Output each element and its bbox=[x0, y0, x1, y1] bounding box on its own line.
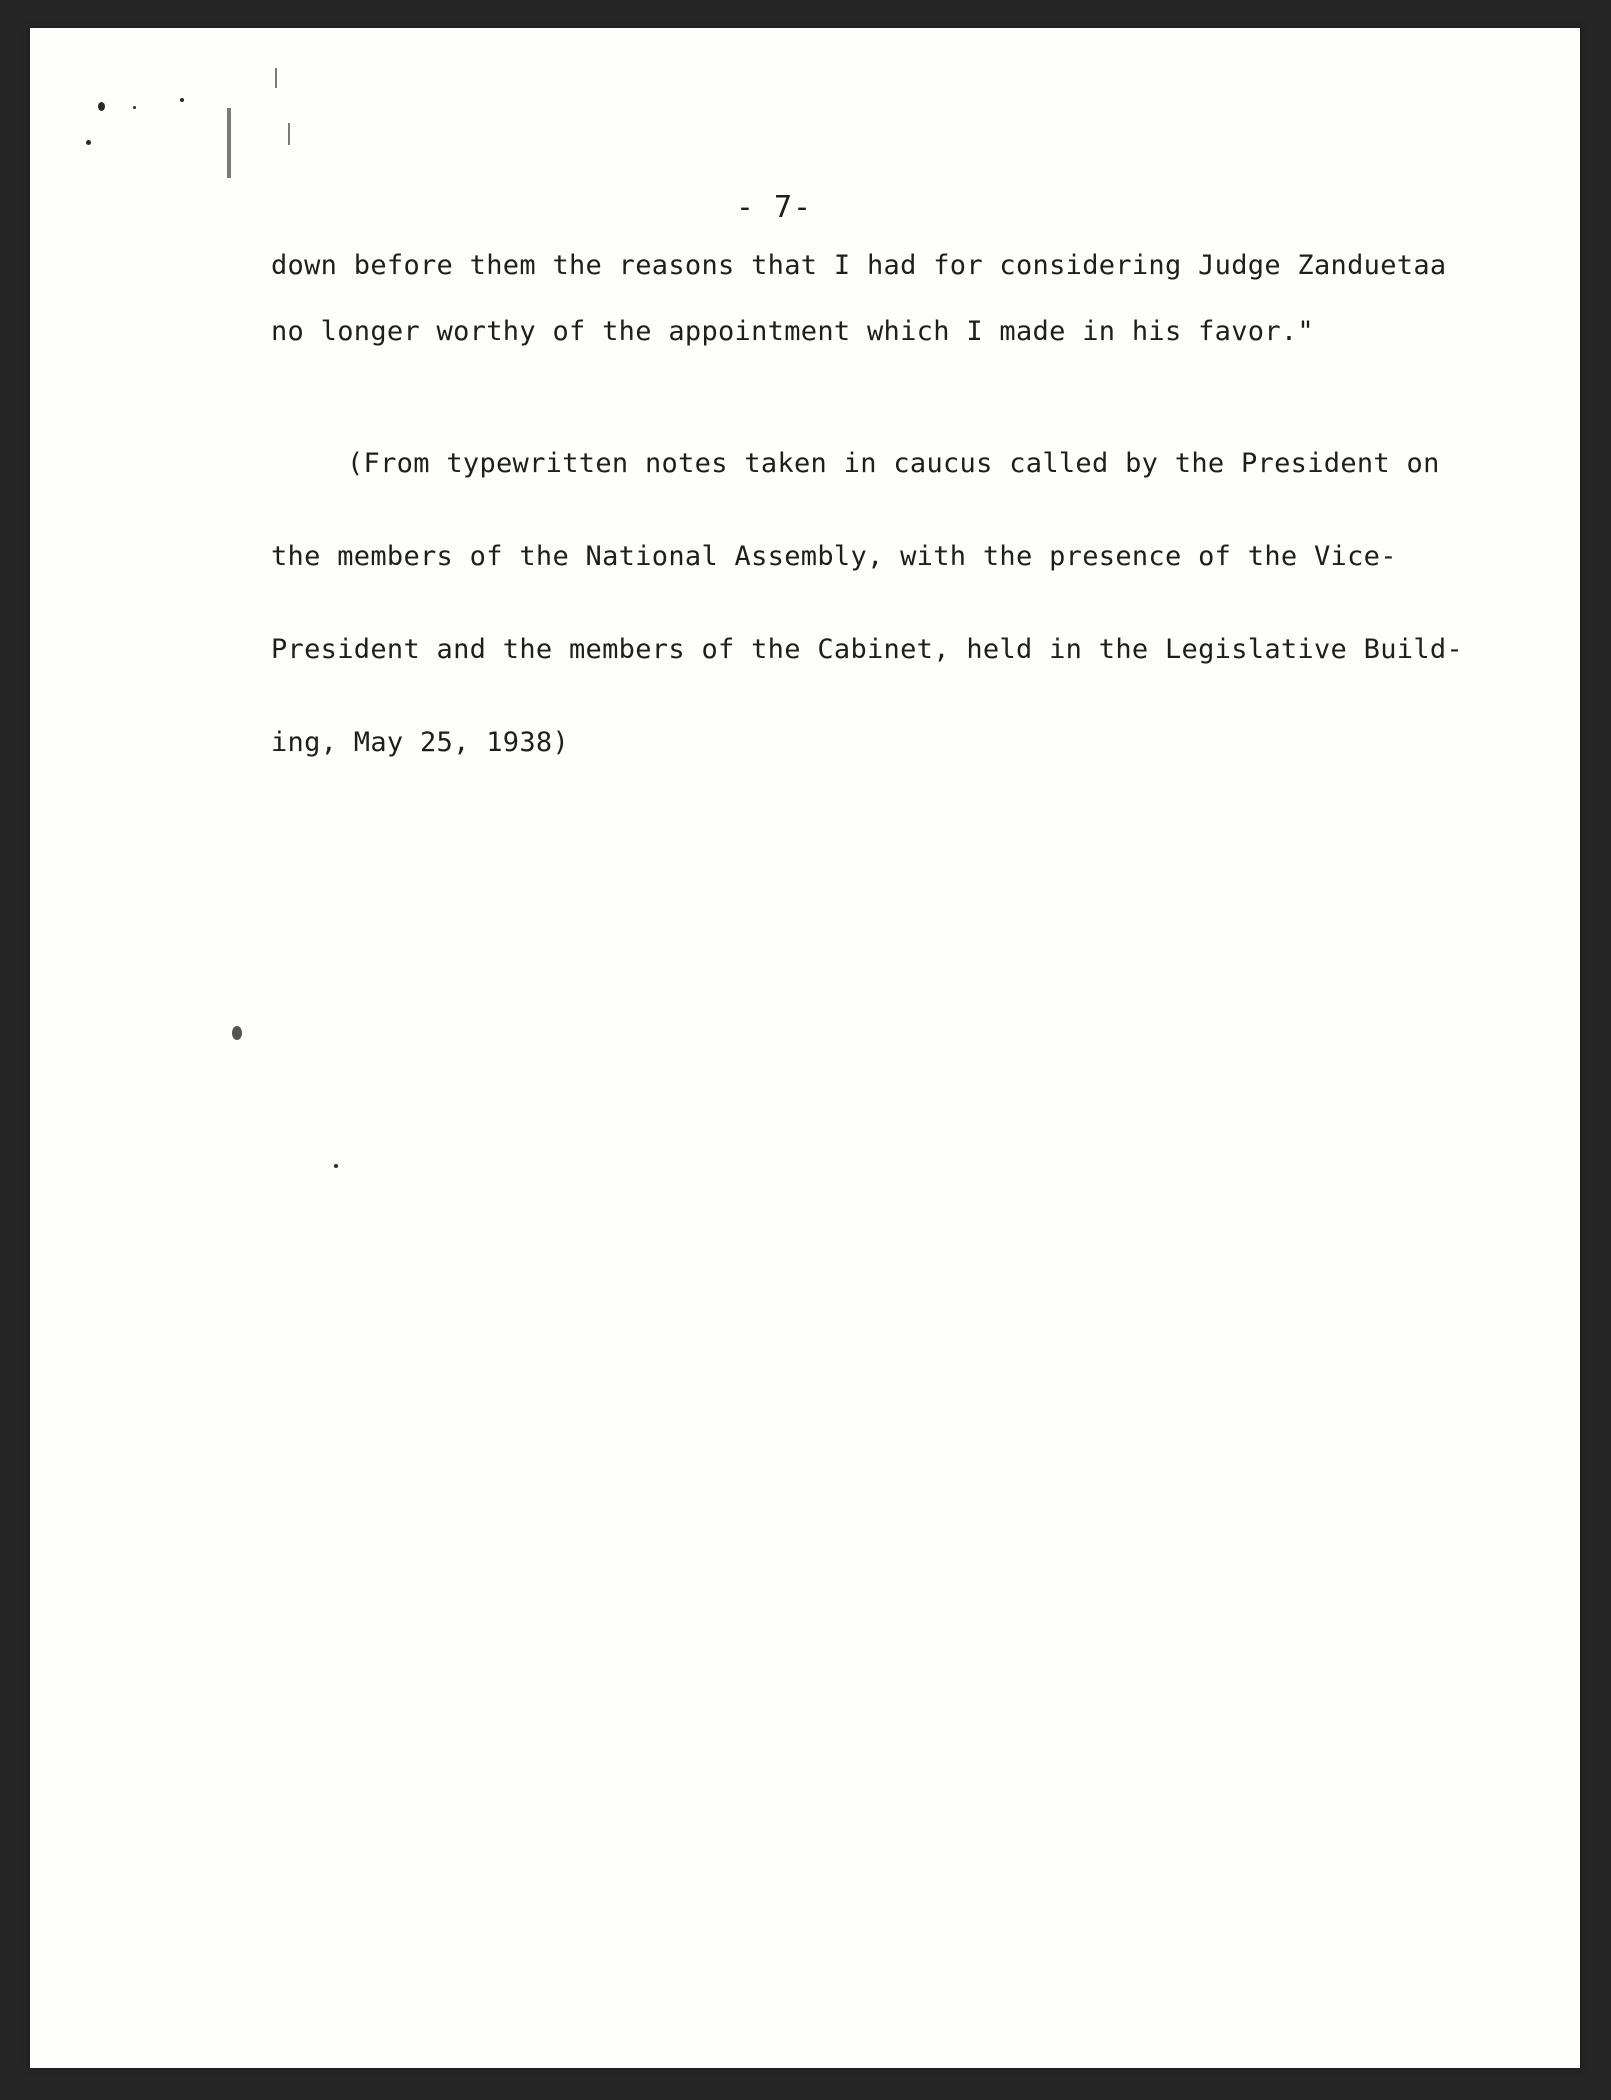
scan-speck bbox=[180, 98, 184, 102]
source-note bbox=[271, 386, 1463, 820]
scan-streak bbox=[227, 108, 231, 178]
scan-speck bbox=[98, 102, 105, 111]
scan-speck bbox=[133, 106, 136, 109]
document-page bbox=[30, 28, 1580, 2068]
source-note-line: President and the members of the Cabinet, held in the Legislative Build- bbox=[271, 634, 1463, 665]
page-number: - 7- bbox=[735, 190, 813, 225]
body-text-line: down before them the reasons that I had for considering Judge Zanduetaa bbox=[271, 250, 1447, 281]
body-text-line: no longer worthy of the appointment which I made in his favor." bbox=[271, 316, 1314, 347]
scan-speck bbox=[232, 1026, 242, 1040]
scan-speck bbox=[334, 1164, 338, 1168]
source-note-line: the members of the National Assembly, with the presence of the Vice- bbox=[271, 541, 1397, 572]
scan-streak bbox=[275, 68, 277, 88]
scan-speck bbox=[86, 140, 91, 145]
scan-streak bbox=[288, 123, 290, 145]
source-note-line: ing, May 25, 1938) bbox=[271, 727, 569, 758]
source-note-line: (From typewritten notes taken in caucus called by the President on bbox=[347, 448, 1440, 479]
